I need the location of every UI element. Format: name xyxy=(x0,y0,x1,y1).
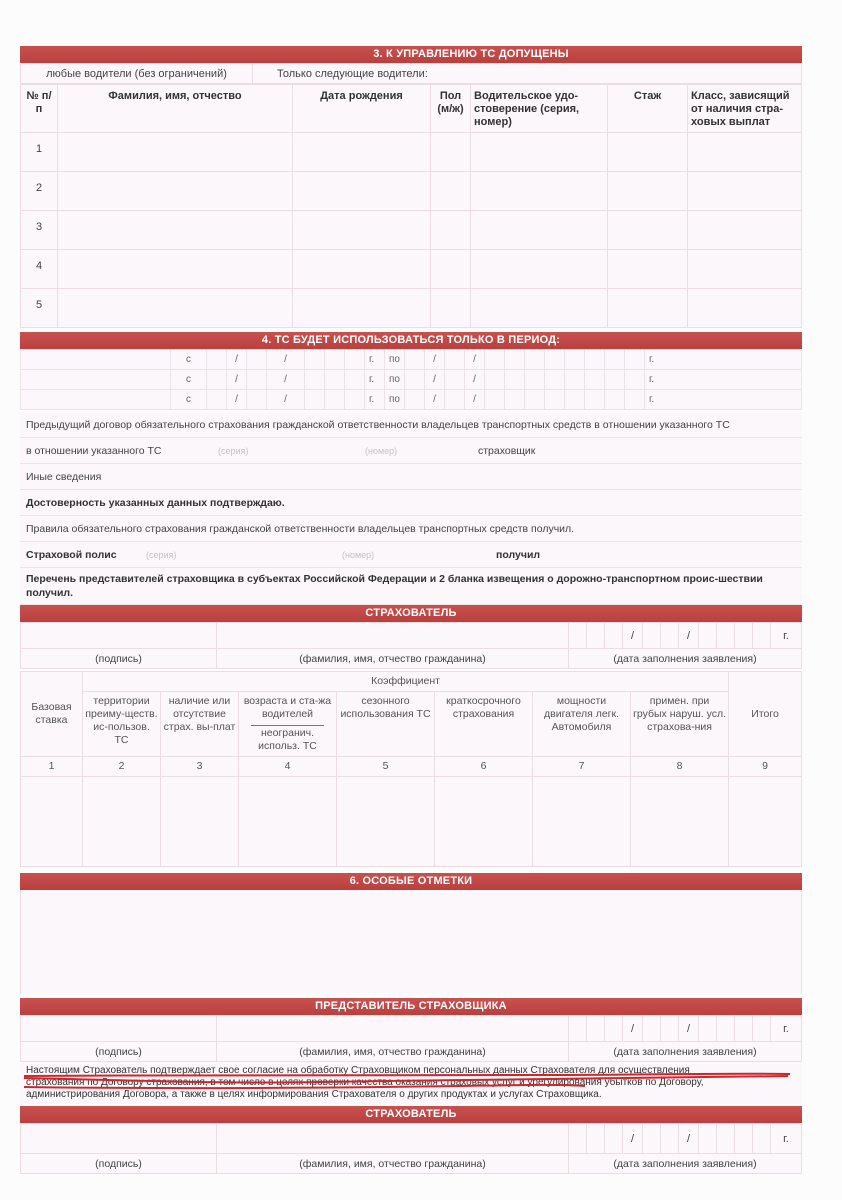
driver-row xyxy=(21,289,802,328)
date-digit-field[interactable] xyxy=(247,350,267,370)
name-caption: (фамилия, имя, отчество гражданина) xyxy=(217,1154,569,1174)
col-number: № п/п xyxy=(21,85,58,133)
policy-label: Страховой полис xyxy=(26,549,117,561)
driver-license-field[interactable] xyxy=(471,289,608,328)
date-separator: / xyxy=(267,390,305,410)
date-digit-field[interactable] xyxy=(545,350,565,370)
drivers-options xyxy=(20,63,802,84)
other-info-row[interactable] xyxy=(20,464,802,490)
date-separator: / xyxy=(227,390,247,410)
date-digit-field[interactable] xyxy=(325,390,345,410)
period-note-field[interactable] xyxy=(21,370,171,390)
from-label: с xyxy=(171,370,207,390)
col-index: 7 xyxy=(533,757,631,777)
date-separator: / xyxy=(623,623,643,649)
driver-birth-field[interactable] xyxy=(293,211,431,250)
driver-license-field[interactable] xyxy=(471,211,608,250)
year-label: г. xyxy=(365,390,385,410)
date-digit-field[interactable] xyxy=(485,370,505,390)
driver-license-field[interactable] xyxy=(471,250,608,289)
section6-header: 6. ОСОБЫЕ ОТМЕТКИ xyxy=(20,873,802,890)
policy-row xyxy=(20,542,802,568)
representative-header: ПРЕДСТАВИТЕЛЬ СТРАХОВЩИКА xyxy=(20,998,802,1015)
col-index: 1 xyxy=(21,757,83,777)
date-digit-field[interactable] xyxy=(345,350,365,370)
date-separator: / xyxy=(267,370,305,390)
driver-experience-field[interactable] xyxy=(608,211,688,250)
date-separator: / xyxy=(623,1016,643,1042)
consent-line-3: администрирования Договора, а также в целях информирования Страхователя о других продуктах и услугах Страховщика. xyxy=(26,1089,602,1100)
policyholder-header-2: СТРАХОВАТЕЛЬ xyxy=(20,1106,802,1123)
period-row xyxy=(21,370,802,390)
date-digit-field[interactable] xyxy=(545,370,565,390)
period-row xyxy=(21,390,802,410)
signature-caption: (подпись) xyxy=(21,1154,217,1174)
date-separator: / xyxy=(465,370,485,390)
personal-data-consent xyxy=(20,1062,802,1104)
driver-row xyxy=(21,250,802,289)
previous-contract-text: Предыдущий договор обязательного страхования гражданской ответственности владельцев транспортных средств в отношении указанного ТС xyxy=(20,412,802,438)
driver-sex-field[interactable] xyxy=(431,133,471,172)
date-digit-field[interactable] xyxy=(585,370,605,390)
date-digit-field[interactable] xyxy=(485,350,505,370)
date-digit-field[interactable] xyxy=(545,390,565,410)
driver-class-field[interactable] xyxy=(688,211,802,250)
policy-series-field[interactable]: (серия) xyxy=(146,550,177,560)
date-digit-field[interactable] xyxy=(325,350,345,370)
driver-name-field[interactable] xyxy=(58,211,293,250)
driver-experience-field[interactable] xyxy=(608,289,688,328)
year-label: г. xyxy=(645,370,802,390)
driver-license-field[interactable] xyxy=(471,133,608,172)
date-digit-field[interactable] xyxy=(247,370,267,390)
date-digit-field[interactable] xyxy=(405,350,425,370)
full-name-field[interactable] xyxy=(217,1016,569,1042)
date-digit-field[interactable] xyxy=(305,390,325,410)
date-digit-field[interactable] xyxy=(345,390,365,410)
from-label: с xyxy=(171,350,207,370)
col-territory: территории преиму-ществ. ис-пользов. ТС xyxy=(83,692,161,757)
col-short-term: краткосрочного страхования xyxy=(435,692,533,757)
drivers-table xyxy=(20,84,802,328)
col-age-experience xyxy=(239,692,337,757)
date-digit-field[interactable] xyxy=(525,350,545,370)
date-digit-field[interactable] xyxy=(525,390,545,410)
year-label: г. xyxy=(645,350,802,370)
col-index: 9 xyxy=(729,757,802,777)
year-label: г. xyxy=(645,390,802,410)
previous-contract-label: в отношении указанного ТС xyxy=(26,445,162,457)
col-experience: Стаж xyxy=(608,85,688,133)
col-class: Класс, зависящий от наличия стра-ховых выплат xyxy=(688,85,802,133)
option-any-drivers[interactable]: любые водители (без ограничений) xyxy=(21,64,253,84)
col-seasonal: сезонного использования ТС xyxy=(337,692,435,757)
date-separator: / xyxy=(425,390,445,410)
section3-header: 3. К УПРАВЛЕНИЮ ТС ДОПУЩЕНЫ xyxy=(20,46,802,63)
driver-experience-field[interactable] xyxy=(608,250,688,289)
coefficient-value-field[interactable] xyxy=(337,777,435,867)
driver-row-number: 4 xyxy=(21,250,58,289)
date-caption: (дата заполнения заявления) xyxy=(569,649,802,669)
col-base-rate: Базовая ставка xyxy=(21,672,83,757)
policy-number-field[interactable]: (номер) xyxy=(342,550,375,560)
consent-line-2: страхования по Договору страхования, в том числе в целях проверки качества оказания страховых услуг и урегулирования убытков по Договору, xyxy=(26,1077,704,1088)
col-index: 2 xyxy=(83,757,161,777)
name-caption: (фамилия, имя, отчество гражданина) xyxy=(217,1042,569,1062)
col-violations: примен. при грубых наруш. усл. страхова-ния xyxy=(631,692,729,757)
col-engine-power: мощности двигателя легк. Автомобиля xyxy=(533,692,631,757)
coefficients-table xyxy=(20,671,802,867)
driver-sex-field[interactable] xyxy=(431,289,471,328)
date-digit-field[interactable] xyxy=(525,370,545,390)
date-digit-field[interactable] xyxy=(625,390,645,410)
date-digit-field[interactable] xyxy=(207,390,227,410)
coefficient-value-field[interactable] xyxy=(533,777,631,867)
date-digit-field[interactable] xyxy=(625,370,645,390)
date-separator: / xyxy=(425,370,445,390)
driver-license-field[interactable] xyxy=(471,172,608,211)
date-separator: / xyxy=(623,1124,643,1154)
date-digit-field[interactable] xyxy=(485,390,505,410)
date-digit-field[interactable] xyxy=(325,370,345,390)
date-digit-field[interactable] xyxy=(207,350,227,370)
policyholder-consent-signature-table xyxy=(20,1123,802,1174)
driver-row xyxy=(21,211,802,250)
year-label: г. xyxy=(771,1016,802,1042)
driver-sex-field[interactable] xyxy=(431,211,471,250)
period-note-field[interactable] xyxy=(21,350,171,370)
date-digit-field[interactable] xyxy=(207,370,227,390)
signature-caption: (подпись) xyxy=(21,1042,217,1062)
consent-line-1: Настоящим Страхователь подтверждает свое согласие на обработку Страховщиком персональных данных Страхователя для осуществления xyxy=(26,1065,690,1076)
driver-birth-field[interactable] xyxy=(293,289,431,328)
driver-row xyxy=(21,172,802,211)
date-caption: (дата заполнения заявления) xyxy=(569,1154,802,1174)
driver-row-number: 3 xyxy=(21,211,58,250)
date-digit-field[interactable] xyxy=(605,350,625,370)
driver-sex-field[interactable] xyxy=(431,250,471,289)
previous-contract-row xyxy=(20,438,802,464)
date-digit-field[interactable] xyxy=(247,390,267,410)
driver-experience-field[interactable] xyxy=(608,172,688,211)
date-digit-field[interactable] xyxy=(405,390,425,410)
year-label: г. xyxy=(771,623,802,649)
date-digit-field[interactable] xyxy=(505,350,525,370)
driver-row-number: 5 xyxy=(21,289,58,328)
section4-header: 4. ТС БУДЕТ ИСПОЛЬЗОВАТЬСЯ ТОЛЬКО В ПЕРИОД: xyxy=(20,332,802,349)
signature-field[interactable] xyxy=(21,623,217,649)
date-digit-field[interactable] xyxy=(585,390,605,410)
col-claims: наличие или отсутствие страх. вы-плат xyxy=(161,692,239,757)
driver-birth-field[interactable] xyxy=(293,250,431,289)
driver-row xyxy=(21,133,802,172)
year-label: г. xyxy=(365,370,385,390)
confirm-text: Достоверность указанных данных подтверждаю. xyxy=(20,490,802,516)
date-separator: / xyxy=(465,390,485,410)
date-digit-field[interactable] xyxy=(445,370,465,390)
col-birth-date: Дата рождения xyxy=(293,85,431,133)
date-separator: / xyxy=(425,350,445,370)
other-info-label: Иные сведения xyxy=(26,471,102,483)
driver-sex-field[interactable] xyxy=(431,172,471,211)
col-index: 4 xyxy=(239,757,337,777)
driver-row-number: 1 xyxy=(21,133,58,172)
date-digit-field[interactable] xyxy=(605,390,625,410)
date-digit-field[interactable] xyxy=(305,370,325,390)
policyholder-signature-table xyxy=(20,622,802,669)
representatives-received-text: Перечень представителей страховщика в субъектах Российской Федерации и 2 бланка извещения о дорожно-транспортном проис-шествии получил. xyxy=(20,568,802,605)
driver-class-field[interactable] xyxy=(688,289,802,328)
coefficient-value-field[interactable] xyxy=(161,777,239,867)
date-caption: (дата заполнения заявления) xyxy=(569,1042,802,1062)
date-digit-field[interactable] xyxy=(345,370,365,390)
coefficient-value-field[interactable] xyxy=(435,777,533,867)
date-separator: / xyxy=(465,350,485,370)
to-label: по xyxy=(385,350,405,370)
driver-class-field[interactable] xyxy=(688,172,802,211)
coefficient-value-field[interactable] xyxy=(631,777,729,867)
rules-received-text: Правила обязательного страхования гражданской ответственности владельцев транспортных средств получил. xyxy=(20,516,802,542)
signature-field[interactable] xyxy=(21,1124,217,1154)
driver-name-field[interactable] xyxy=(58,172,293,211)
year-label: г. xyxy=(365,350,385,370)
unlimited-use-label: неогранич. использ. ТС xyxy=(251,725,324,753)
signature-caption: (подпись) xyxy=(21,649,217,669)
driver-name-field[interactable] xyxy=(58,250,293,289)
insurance-application-page xyxy=(20,46,802,1174)
driver-class-field[interactable] xyxy=(688,250,802,289)
date-digit-field[interactable] xyxy=(445,390,465,410)
representative-signature-table xyxy=(20,1015,802,1062)
driver-name-field[interactable] xyxy=(58,133,293,172)
from-label: с xyxy=(171,390,207,410)
date-digit-field[interactable] xyxy=(445,350,465,370)
coefficient-value-field[interactable] xyxy=(729,777,802,867)
col-index: 3 xyxy=(161,757,239,777)
col-sex: Пол (м/ж) xyxy=(431,85,471,133)
to-label: по xyxy=(385,370,405,390)
special-notes-field[interactable] xyxy=(20,890,802,994)
date-digit-field[interactable] xyxy=(505,370,525,390)
col-index: 6 xyxy=(435,757,533,777)
name-caption: (фамилия, имя, отчество гражданина) xyxy=(217,649,569,669)
coefficient-value-field[interactable] xyxy=(21,777,83,867)
date-separator: / xyxy=(679,1016,699,1042)
date-digit-field[interactable] xyxy=(405,370,425,390)
full-name-field[interactable] xyxy=(217,1124,569,1154)
date-digit-field[interactable] xyxy=(565,390,585,410)
col-license: Водительское удо-стоверение (серия, номер) xyxy=(471,85,608,133)
to-label: по xyxy=(385,390,405,410)
date-digit-field[interactable] xyxy=(625,350,645,370)
previous-insurer-label: страховщик xyxy=(478,445,536,457)
date-digit-field[interactable] xyxy=(565,370,585,390)
year-label: г. xyxy=(771,1124,802,1154)
date-separator: / xyxy=(267,350,305,370)
previous-series-field[interactable]: (серия) xyxy=(218,446,249,456)
period-note-field[interactable] xyxy=(21,390,171,410)
date-digit-field[interactable] xyxy=(585,350,605,370)
signature-field[interactable] xyxy=(21,1016,217,1042)
date-separator: / xyxy=(679,1124,699,1154)
driver-birth-field[interactable] xyxy=(293,133,431,172)
coefficient-value-field[interactable] xyxy=(239,777,337,867)
age-experience-label: возраста и ста-жа водителей xyxy=(243,695,332,720)
previous-number-field[interactable]: (номер) xyxy=(365,446,398,456)
date-digit-field[interactable] xyxy=(605,370,625,390)
driver-birth-field[interactable] xyxy=(293,172,431,211)
col-index: 8 xyxy=(631,757,729,777)
policyholder-header: СТРАХОВАТЕЛЬ xyxy=(20,605,802,622)
col-full-name: Фамилия, имя, отчество xyxy=(58,85,293,133)
date-digit-field[interactable] xyxy=(305,350,325,370)
date-separator: / xyxy=(227,350,247,370)
driver-experience-field[interactable] xyxy=(608,133,688,172)
period-row xyxy=(21,350,802,370)
full-name-field[interactable] xyxy=(217,623,569,649)
driver-class-field[interactable] xyxy=(688,133,802,172)
driver-name-field[interactable] xyxy=(58,289,293,328)
usage-period-table xyxy=(20,349,802,410)
date-digit-field[interactable] xyxy=(565,350,585,370)
col-index: 5 xyxy=(337,757,435,777)
policy-received-label: получил xyxy=(496,549,541,561)
coefficient-header: Коэффициент xyxy=(83,672,729,692)
date-separator: / xyxy=(679,623,699,649)
date-digit-field[interactable] xyxy=(505,390,525,410)
driver-row-number: 2 xyxy=(21,172,58,211)
col-total: Итого xyxy=(729,672,802,757)
option-only-listed-drivers[interactable]: Только следующие водители: xyxy=(253,64,802,84)
coefficient-value-field[interactable] xyxy=(83,777,161,867)
date-separator: / xyxy=(227,370,247,390)
